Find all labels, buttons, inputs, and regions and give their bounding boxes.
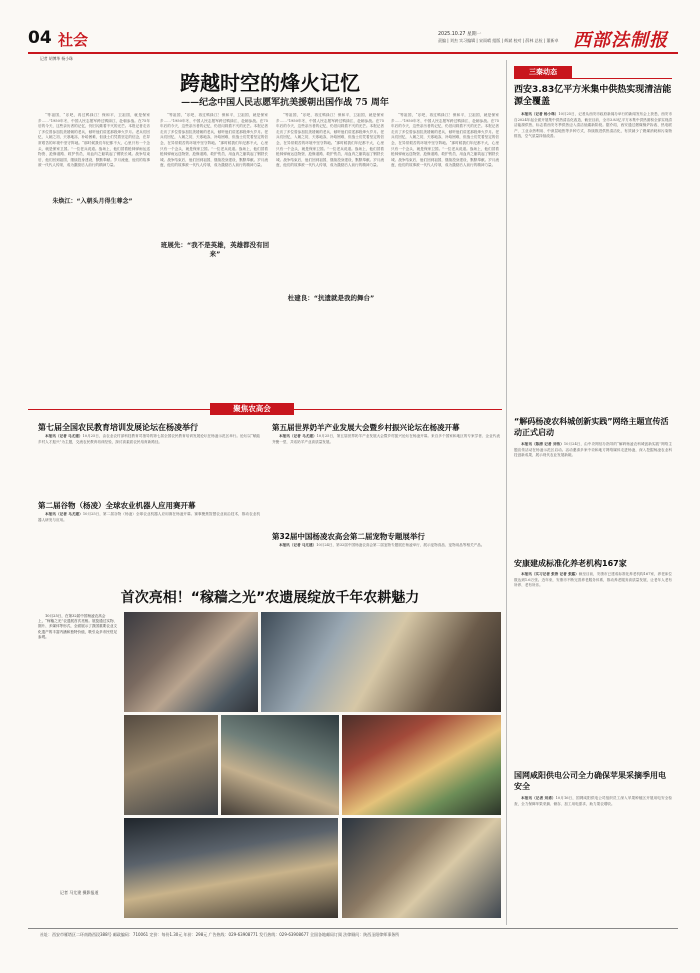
photo-story-byline: 记者 马尤建 摄影报道 — [60, 890, 99, 895]
sidebar-article1-text: 10月25日，记者从西安市政府新闻办举行的新闻发布会上获悉，西安市自2024年起全面开展集中供热清洁化改造，截至目前，全市3.83亿平方米集中供热面积全部实现清洁能源供热，标志着西安冬季供热迈入清洁低碳新阶段。据介绍，西安通过燃煤锅炉拆改、热电联产、工业余热利用、中深层地热等多种方式，持续推进供热清洁化，有效减少了燃煤消耗和污染物排放，空气质量持续改善。 — [514, 112, 672, 139]
main-byline: 记者 胡博华 杨小珠 — [40, 56, 73, 61]
agri-article4-text: 10月24日，第32届中国杨凌农高会第二届宠物专题展在杨凌举行，展示宠物食品、宠物用品等相关产品。 — [316, 543, 485, 547]
agri-article3-text: 10月25日，第二届谷物（杨凌）全球农业机器人应用赛在杨凌开幕。赛事聚焦智慧农业前沿技术，推动农业机器人研发与应用。 — [38, 512, 260, 522]
photo-exhibition-7 — [342, 818, 501, 918]
main-body-text: “等祖国，“乐吧，再过鸭绿江！保和平，卫祖国，就是保家乡……”1950年冬，中国人民志愿军跨过鸭绿江，赴朝参战。在75年后的今天，这些亲历者的记忆，仍旧闪烁着不灭的光芒。本报记者走访了多位曾参加抗美援朝的老兵，倾听他们讲述那段烽火岁月。老兵们回忆，入朝之初，天寒地冻，补给困难，但战士们凭着坚定的信念，在异常艰苦的环境中坚守阵地。“那时候我们年纪都不大，心里只有一个念头，就是保家卫国。”一位老兵说道。战场上，他们冒着枪林弹雨运送物资、抢修道路、救护伤员，用血肉之躯筑起了钢铁长城。战争结束后，他们回到祖国，继续投身建设，默默奉献。岁月流逝，他们的故事被一代代人传颂，成为激励后人前行的精神力量。 — [38, 113, 150, 168]
photo-exhibition-2 — [124, 715, 218, 815]
main-title: 跨越时空的烽火记忆 — [180, 71, 360, 95]
section-head-2: 班展先：“我不是英雄，英雄都没有回来” — [160, 241, 270, 258]
photo-exhibition-4 — [261, 612, 501, 712]
photo-exhibition-1 — [124, 612, 258, 712]
agri-article3-body — [38, 512, 260, 568]
main-body-col1 — [38, 113, 150, 400]
agri-article2-byline: 本报讯（记者 马尤建） — [279, 434, 317, 438]
footer-info: 社址：西安市雁塔区二环南路西段388号 邮政编码：710061 定价：每份1.30元 年价：298元 广告热线：029-63908771 发行热线：029-63908677 全国各地邮局订阅 法律顾问：陕西圣阳律师事务所 — [40, 932, 400, 937]
sidebar-article3-text: 截至目前，安康市已建成标准化养老机构167家，养老床位数达到1.6万张。近年来，安康市不断完善养老服务体系，推动养老服务高质量发展，让老年人老有所养、老有所乐。 — [514, 572, 672, 588]
section-head-1: 朱焕江：“入朝头月得生尊念” — [52, 198, 133, 205]
sidebar-article3-byline: 本报讯（实习记者 张涛 记者 张露） — [521, 572, 579, 576]
photo-exhibition-6 — [124, 818, 338, 918]
sidebar-article2-body — [514, 442, 672, 538]
header-rule — [28, 52, 678, 54]
photo-story-caption: 10月25日，在第32届中国杨凌农高会上，“稼穑之光”农遗展首次亮相。展览通过实物、图片、多媒体等形式，全面展示了我国重要农业文化遗产的丰富内涵和独特价值，吸引众多市民驻足参观。 — [38, 614, 118, 639]
sidebar-article4-text: 10月16日，国网咸阳供电公司组织员工深入苹果种植区开展用电安全检查，全力保障苹果采摘、储存、加工用电需求，助力果农增收。 — [514, 796, 672, 806]
agri-article4-body — [272, 543, 500, 573]
sidebar-badge-rule — [514, 78, 672, 79]
sidebar-article3-title: 安康建成标准化养老机构167家 — [514, 559, 627, 568]
sidebar-article2-title: “解码杨凌农科城创新实践”网络主题宣传活动正式启动 — [514, 417, 669, 437]
photo-exhibition-3 — [221, 715, 339, 815]
main-body-text-4: “等祖国，“乐吧，再过鸭绿江！保和平，卫祖国，就是保家乡……”1950年冬，中国人民志愿军跨过鸭绿江，赴朝参战。在75年后的今天，这些亲历者的记忆，仍旧闪烁着不灭的光芒。本报记者走访了多位曾参加抗美援朝的老兵，倾听他们讲述那段烽火岁月。老兵们回忆，入朝之初，天寒地冻，补给困难，但战士们凭着坚定的信念，在异常艰苦的环境中坚守阵地。“那时候我们年纪都不大，心里只有一个念头，就是保家卫国。”一位老兵说道。战场上，他们冒着枪林弹雨运送物资、抢修道路、救护伤员，用血肉之躯筑起了钢铁长城。战争结束后，他们回到祖国，继续投身建设，默默奉献。岁月流逝，他们的故事被一代代人传颂，成为激励后人前行的精神力量。 — [391, 113, 499, 168]
agri-article1-body — [38, 434, 260, 494]
main-body-text-2: “等祖国，“乐吧，再过鸭绿江！保和平，卫祖国，就是保家乡……”1950年冬，中国人民志愿军跨过鸭绿江，赴朝参战。在75年后的今天，这些亲历者的记忆，仍旧闪烁着不灭的光芒。本报记者走访了多位曾参加抗美援朝的老兵，倾听他们讲述那段烽火岁月。老兵们回忆，入朝之初，天寒地冻，补给困难，但战士们凭着坚定的信念，在异常艰苦的环境中坚守阵地。“那时候我们年纪都不大，心里只有一个念头，就是保家卫国。”一位老兵说道。战场上，他们冒着枪林弹雨运送物资、抢修道路、救护伤员，用血肉之躯筑起了钢铁长城。战争结束后，他们回到祖国，继续投身建设，默默奉献。岁月流逝，他们的故事被一代代人传颂，成为激励后人前行的精神力量。 — [160, 113, 268, 168]
section-label: 社会 — [58, 31, 89, 49]
page-header — [28, 26, 678, 50]
sidebar-article1-title: 西安3.83亿平方米集中供热实现清洁能源全覆盖 — [514, 85, 672, 107]
editor-credits: 责编 | 刘杰 实习编辑 | 宋雨晴 组版 | 辉斌 校对 | 薛林 总检 | 董新卓 — [438, 38, 559, 43]
agri-article4-title: 第32届中国杨凌农高会第二届宠物专题展举行 — [272, 532, 425, 541]
agri-article2-title: 第五届世界奶羊产业发展大会暨乡村振兴论坛在杨凌开幕 — [272, 423, 460, 432]
footer-rule — [28, 928, 678, 929]
main-body-col3 — [276, 113, 384, 400]
agri-article3-byline: 本报讯（记者 马尤建） — [45, 512, 83, 516]
agri-article4-byline: 本报讯（记者 马尤建） — [279, 543, 317, 547]
main-body-text-3: “等祖国，“乐吧，再过鸭绿江！保和平，卫祖国，就是保家乡……”1950年冬，中国人民志愿军跨过鸭绿江，赴朝参战。在75年后的今天，这些亲历者的记忆，仍旧闪烁着不灭的光芒。本报记者走访了多位曾参加抗美援朝的老兵，倾听他们讲述那段烽火岁月。老兵们回忆，入朝之初，天寒地冻，补给困难，但战士们凭着坚定的信念，在异常艰苦的环境中坚守阵地。“那时候我们年纪都不大，心里只有一个念头，就是保家卫国。”一位老兵说道。战场上，他们冒着枪林弹雨运送物资、抢修道路、救护伤员，用血肉之躯筑起了钢铁长城。战争结束后，他们回到祖国，继续投身建设，默默奉献。岁月流逝，他们的故事被一代代人传颂，成为激励后人前行的精神力量。 — [276, 113, 384, 168]
page-number: 04 — [28, 28, 52, 48]
agri-article2-text: 10月25日，第五届世界奶羊产业发展大会暨乡村振兴论坛在杨凌开幕。来自多个国家和地区的专家学者、企业代表齐聚一堂，共话奶羊产业高质量发展。 — [272, 434, 500, 444]
photo-story-caption-box — [38, 614, 118, 854]
section-head-3: 杜建良：“抗遗就是我的舞台” — [287, 294, 375, 302]
agri-article1-text: 10月25日，由农业农村部科技教育司指导的第七届全国农民教育培训发展论坛在杨凌示范区举行。论坛以“赋能乡村人才振兴”为主题，交流农民教育培训经验，探讨高素质农民培育新路径。 — [38, 434, 260, 444]
agri-article3-title: 第二届谷物（杨凌）全球农业机器人应用赛开幕 — [38, 501, 196, 510]
main-subtitle: ——纪念中国人民志愿军抗美援朝出国作战 75 周年 — [181, 98, 389, 108]
sidebar-article1-byline: 本报讯（记者 杨小珠） — [521, 112, 559, 116]
sidebar-article2-text: 10月24日，由中央网信办指导的“解码杨凌农科城创新实践”网络主题宣传活动在杨凌示范区启动。活动邀请多家中央和地方网络媒体走进杨凌，深入挖掘杨凌农业科技创新成果，展示现代农业发展新貌。 — [514, 442, 672, 458]
sidebar-article3-body — [514, 572, 672, 762]
sidebar-badge: 三秦动态 — [514, 66, 572, 78]
main-body-col4 — [391, 113, 499, 400]
paper-logo: 西部法制报 — [573, 30, 668, 51]
sidebar-article2-byline: 本报讯（陈清 记者 刘伟） — [521, 442, 564, 446]
column-divider — [506, 60, 507, 925]
photo-story-title: 首次亮相！“稼穑之光”农遗展绽放千年农耕魅力 — [120, 590, 420, 606]
agri-article2-body — [272, 434, 500, 526]
agri-banner: 聚焦农高会 — [210, 403, 294, 415]
sidebar-article4-title: 国网咸阳供电公司全力确保苹果采摘季用电安全 — [514, 771, 666, 791]
photo-exhibition-5 — [342, 715, 501, 815]
sidebar-article4-byline: 本报讯（记者 刘勇） — [521, 796, 556, 800]
agri-article1-title: 第七届全国农民教育培训发展论坛在杨凌举行 — [38, 423, 198, 432]
agri-article1-byline: 本报讯（记者 马尤建） — [45, 434, 83, 438]
sidebar-article4-body — [514, 796, 672, 921]
issue-date: 2025.10.27 星期一 — [438, 32, 482, 37]
sidebar-article1-body — [514, 112, 672, 260]
